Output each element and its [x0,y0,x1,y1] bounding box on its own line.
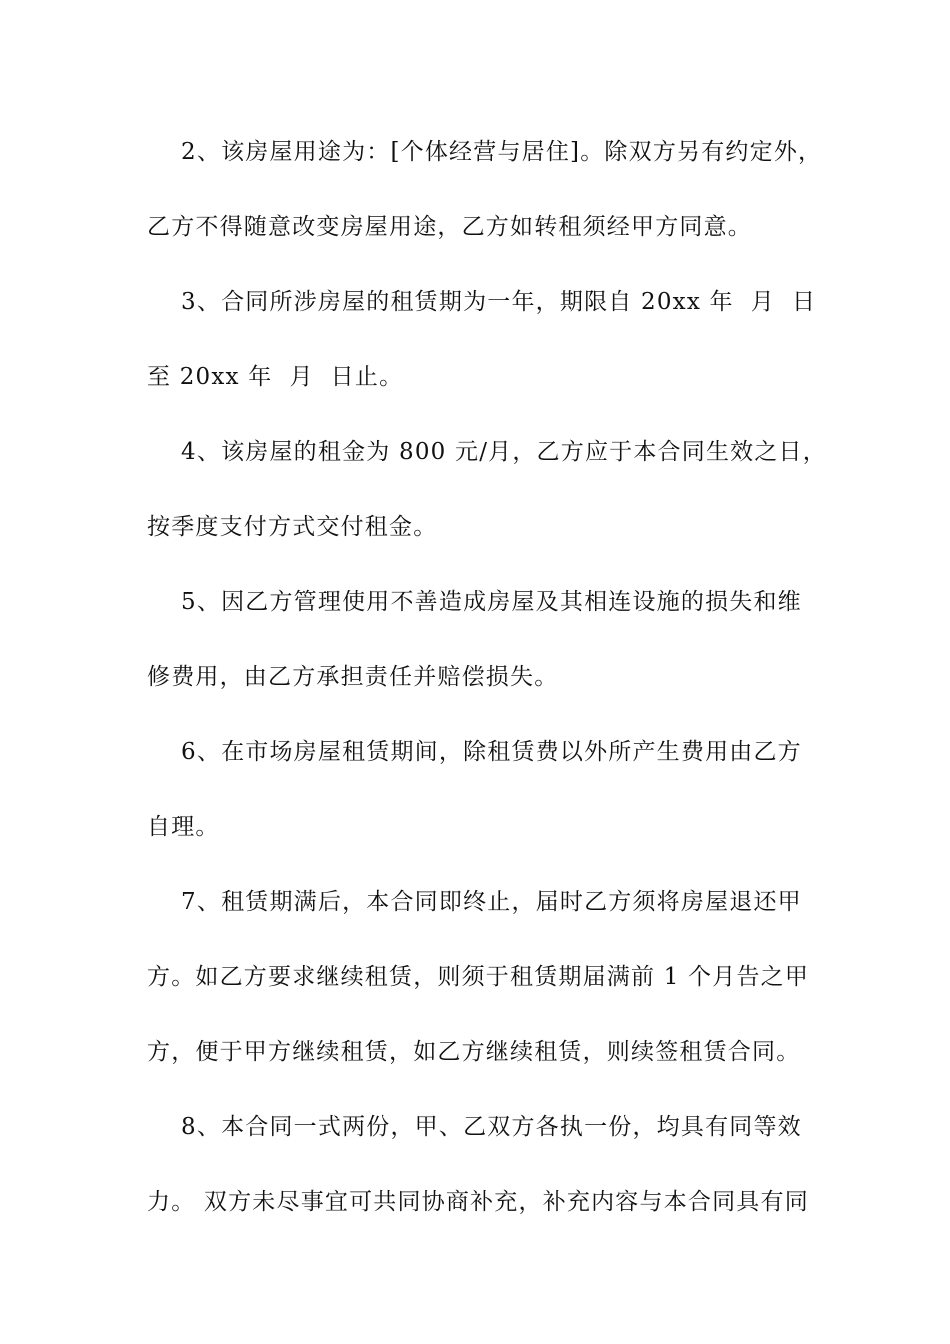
clause-2-line-1: 2、该房屋用途为：[个体经营与居住]。除双方另有约定外， [147,139,823,165]
clause-8-line-1: 8、本合同一式两份，甲、乙双方各执一份，均具有同等效 [147,1114,802,1140]
clause-7-line-2: 方。如乙方要求继续租赁，则须于租赁期届满前 1 个月告之甲 [147,964,810,990]
clause-4-line-1: 4、该房屋的租金为 800 元/月，乙方应于本合同生效之日， [147,439,827,465]
clause-7-line-1: 7、租赁期满后，本合同即终止，届时乙方须将房屋退还甲 [147,889,802,915]
clause-5-line-1: 5、因乙方管理使用不善造成房屋及其相连设施的损失和维 [147,589,802,615]
clause-6-line-1: 6、在市场房屋租赁期间，除租赁费以外所产生费用由乙方 [147,739,802,765]
clause-3-line-1: 3、合同所涉房屋的租赁期为一年，期限自 20xx 年 月 日 [147,289,817,315]
clause-8-line-2: 力。 双方未尽事宜可共同协商补充，补充内容与本合同具有同 [147,1189,809,1215]
clause-2-line-2: 乙方不得随意改变房屋用途，乙方如转租须经甲方同意。 [147,214,752,240]
clause-6-line-2: 自理。 [147,814,220,840]
clause-3-line-2: 至 20xx 年 月 日止。 [147,364,404,390]
clause-5-line-2: 修费用，由乙方承担责任并赔偿损失。 [147,664,559,690]
clause-4-line-2: 按季度支付方式交付租金。 [147,514,438,540]
clause-7-line-3: 方，便于甲方继续租赁，如乙方继续租赁，则续签租赁合同。 [147,1039,801,1065]
